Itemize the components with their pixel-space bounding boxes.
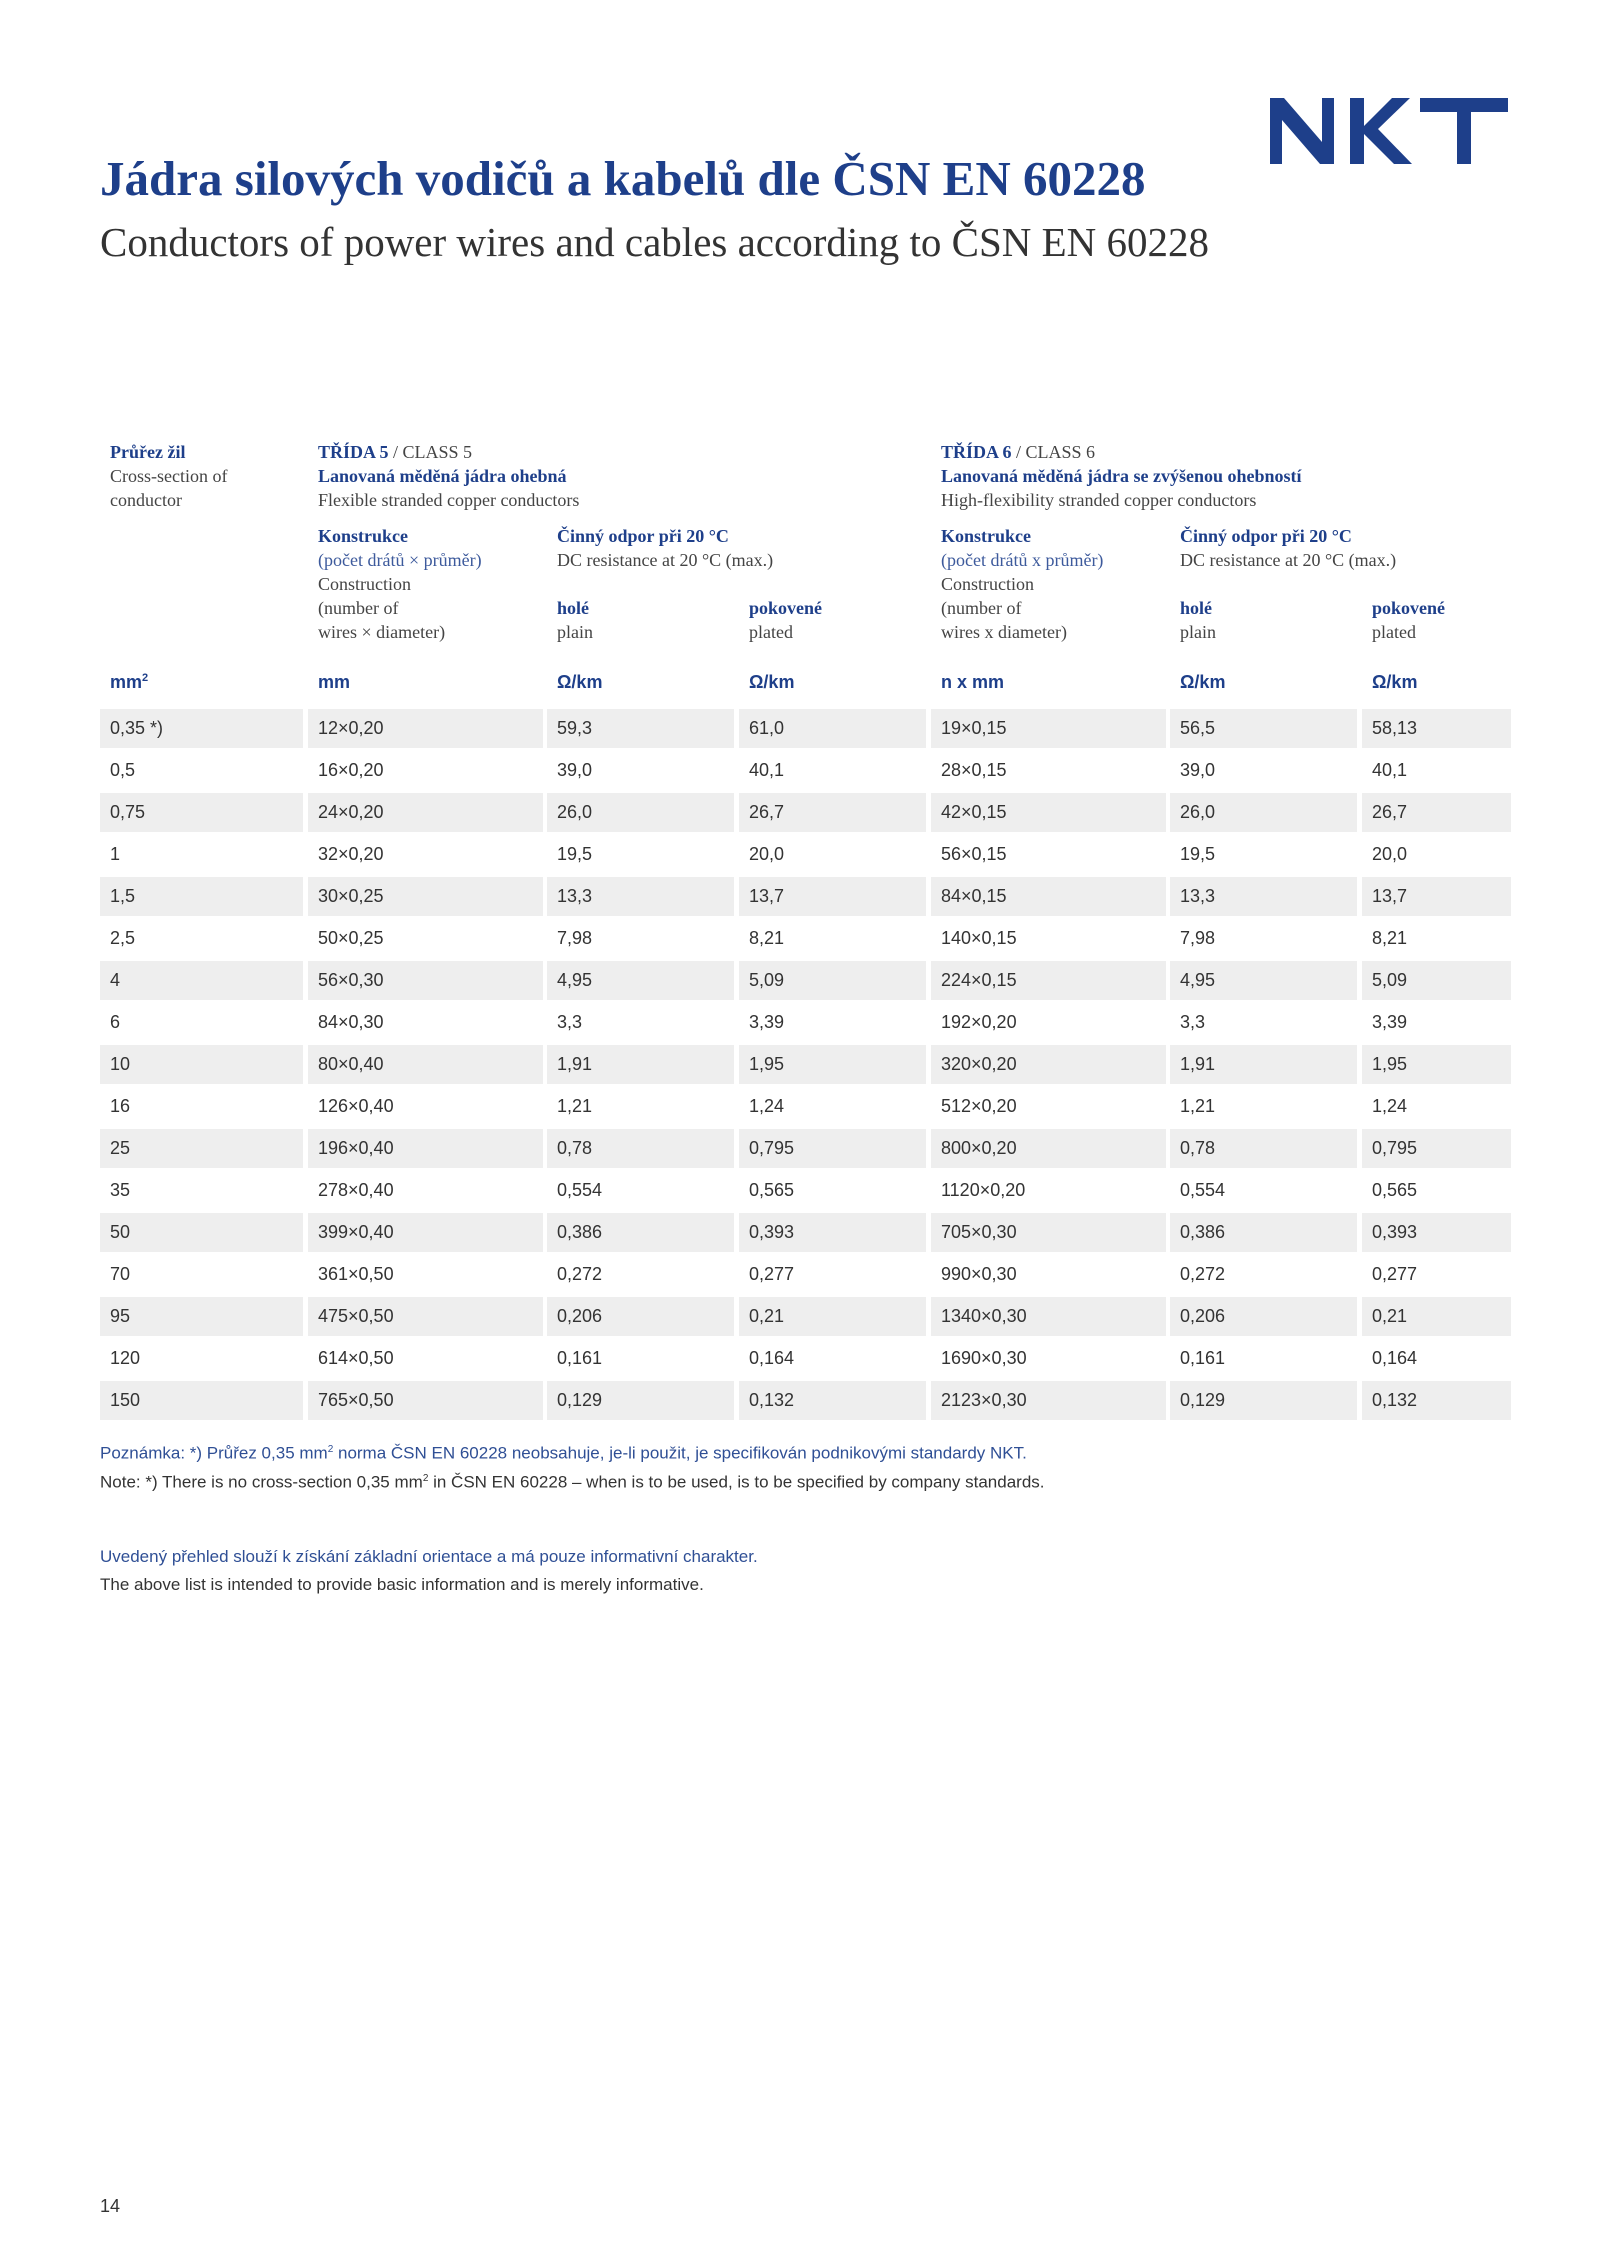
table-row	[0, 1381, 1600, 1423]
unit-c6-plated: Ω/km	[1372, 672, 1418, 692]
header-class6-plated: pokovené plated	[1372, 598, 1446, 642]
cell-c6-plated: 0,795	[1362, 1129, 1511, 1168]
cell-c6-construction: 512×0,20	[941, 1096, 1017, 1116]
table-row	[0, 877, 1600, 919]
cell-c6-construction: 800×0,20	[931, 1129, 1166, 1168]
cell-c5-plain: 0,272	[557, 1264, 603, 1284]
cell-c6-plain: 1,21	[1180, 1096, 1216, 1116]
cell-c6-plated: 58,13	[1362, 709, 1511, 748]
cell-c5-construction: 399×0,40	[308, 1213, 543, 1252]
header-class5-resistance: Činný odpor při 20 °C DC resistance at 20 °C (max.)	[557, 526, 774, 570]
unit-c6-plain: Ω/km	[1180, 672, 1226, 692]
cell-c6-plain: 39,0	[1180, 760, 1216, 780]
table-row	[0, 1255, 1600, 1297]
cell-c5-plated: 0,164	[749, 1348, 795, 1368]
cell-c5-plain: 0,78	[547, 1129, 734, 1168]
cell-c5-plain: 19,5	[557, 844, 593, 864]
table-row	[0, 835, 1600, 877]
cell-c5-plated: 1,95	[739, 1045, 926, 1084]
header-class6: TŘÍDA 6 / CLASS 6 Lanovaná měděná jádra se zvýšenou ohebností High-flexibility stranded copper conductors	[941, 442, 1302, 510]
cell-c6-construction: 192×0,20	[941, 1012, 1017, 1032]
cell-c6-plated: 0,21	[1362, 1297, 1511, 1336]
cell-c5-plated: 61,0	[739, 709, 926, 748]
note-cs: Poznámka: *) Průřez 0,35 $mm^2$ norma ČSN EN 60228 neobsahuje, je-li použit, je specifikován podnikovými standardy NKT.	[100, 1443, 1027, 1463]
cell-c5-construction: 126×0,40	[318, 1096, 394, 1116]
cell-c6-plated: 13,7	[1362, 877, 1511, 916]
info-en: The above list is intended to provide basic information and is merely informative.	[100, 1575, 704, 1594]
unit-c5-plain: Ω/km	[557, 672, 603, 692]
cell-c6-construction: 990×0,30	[941, 1264, 1017, 1284]
cell-c5-construction: 84×0,30	[318, 1012, 384, 1032]
cell-c5-construction: 56×0,30	[308, 961, 543, 1000]
cell-c5-construction: 30×0,25	[308, 877, 543, 916]
cell-c5-plated: 3,39	[749, 1012, 785, 1032]
unit-c5-plated: Ω/km	[749, 672, 795, 692]
cell-c6-plain: 19,5	[1180, 844, 1216, 864]
cell-cross-section: 16	[110, 1096, 131, 1116]
cell-c5-construction: 16×0,20	[318, 760, 384, 780]
cell-c5-construction: 196×0,40	[308, 1129, 543, 1168]
cell-cross-section: 0,5	[110, 760, 136, 780]
cell-c6-plain: 0,554	[1180, 1180, 1226, 1200]
cell-c6-plated: 0,565	[1372, 1180, 1418, 1200]
cell-c5-plated: 0,277	[749, 1264, 795, 1284]
header-class6-resistance: Činný odpor při 20 °C DC resistance at 20 °C (max.)	[1180, 526, 1397, 570]
cell-c5-plain: 3,3	[557, 1012, 583, 1032]
cell-c5-plated: 26,7	[739, 793, 926, 832]
cell-cross-section: 0,35 *)	[100, 709, 303, 748]
cell-c6-construction: 19×0,15	[931, 709, 1166, 748]
cell-c5-plated: 13,7	[739, 877, 926, 916]
cell-c6-construction: 140×0,15	[941, 928, 1017, 948]
cell-c5-plated: 0,565	[749, 1180, 795, 1200]
cell-cross-section: 70	[110, 1264, 131, 1284]
cell-c5-plain: 4,95	[547, 961, 734, 1000]
cell-cross-section: 25	[100, 1129, 303, 1168]
cell-c5-plain: 0,129	[547, 1381, 734, 1420]
info-cs: Uvedený přehled slouží k získání základní orientace a má pouze informativní charakter.	[100, 1547, 758, 1566]
cell-c6-plated: 0,164	[1372, 1348, 1418, 1368]
cell-c5-construction: 80×0,40	[308, 1045, 543, 1084]
cell-c6-construction: 84×0,15	[931, 877, 1166, 916]
cell-c5-plated: 0,795	[739, 1129, 926, 1168]
table-row	[0, 751, 1600, 793]
header-class5-plain: holé plain	[557, 598, 593, 642]
cell-cross-section: 1	[110, 844, 121, 864]
cell-c5-construction: 24×0,20	[308, 793, 543, 832]
cell-cross-section: 150	[100, 1381, 303, 1420]
cell-c6-plain: 1,91	[1170, 1045, 1357, 1084]
cell-c6-plated: 0,393	[1362, 1213, 1511, 1252]
cell-cross-section: 10	[100, 1045, 303, 1084]
table-row	[0, 709, 1600, 751]
cell-c5-construction: 278×0,40	[318, 1180, 394, 1200]
cell-cross-section: 2,5	[110, 928, 136, 948]
cell-cross-section: 50	[100, 1213, 303, 1252]
note-en: Note: *) There is no cross-section 0,35 $mm^2$ in ČSN EN 60228 – when is to be used, is to be specified by company standards.	[100, 1472, 1045, 1492]
table-row	[0, 793, 1600, 835]
cell-c5-plain: 59,3	[547, 709, 734, 748]
cell-cross-section: 6	[110, 1012, 121, 1032]
page-title: Jádra silových vodičů a kabelů dle ČSN EN 60228	[100, 151, 1146, 206]
cell-c5-plated: 8,21	[749, 928, 785, 948]
cell-c6-plated: 20,0	[1372, 844, 1408, 864]
cell-c5-plain: 7,98	[557, 928, 593, 948]
cell-c6-plated: 0,277	[1372, 1264, 1418, 1284]
header-class5-plated: pokovené plated	[749, 598, 823, 642]
data-table	[0, 709, 1600, 1423]
cell-cross-section: 1,5	[100, 877, 303, 916]
cell-cross-section: 95	[100, 1297, 303, 1336]
cell-c6-plated: 1,95	[1362, 1045, 1511, 1084]
cell-c6-plain: 0,78	[1170, 1129, 1357, 1168]
cell-c6-plain: 0,386	[1170, 1213, 1357, 1252]
cell-c5-plated: 40,1	[749, 760, 785, 780]
unit-c5-construction: mm	[318, 672, 351, 692]
cell-c6-construction: 28×0,15	[941, 760, 1007, 780]
table-row	[0, 1003, 1600, 1045]
table-row	[0, 1213, 1600, 1255]
cell-c5-plain: 1,21	[557, 1096, 593, 1116]
cell-c5-plated: 0,132	[739, 1381, 926, 1420]
page-number: 14	[100, 2196, 121, 2216]
cell-c5-plated: 1,24	[749, 1096, 785, 1116]
table-row	[0, 1171, 1600, 1213]
cell-c5-plated: 0,393	[739, 1213, 926, 1252]
cell-c6-plain: 4,95	[1170, 961, 1357, 1000]
cell-c6-plated: 1,24	[1372, 1096, 1408, 1116]
cell-c5-construction: 32×0,20	[318, 844, 384, 864]
cell-cross-section: 4	[100, 961, 303, 1000]
cell-c6-plain: 26,0	[1170, 793, 1357, 832]
cell-c6-plain: 13,3	[1170, 877, 1357, 916]
nkt-logo	[1270, 98, 1508, 164]
cell-c5-construction: 475×0,50	[308, 1297, 543, 1336]
cell-c5-plain: 13,3	[547, 877, 734, 916]
header-cross-section: Průřez žil Cross-section of conductor	[110, 442, 228, 510]
cell-c5-plain: 0,386	[547, 1213, 734, 1252]
cell-c5-plain: 26,0	[547, 793, 734, 832]
table-row	[0, 961, 1600, 1003]
cell-c6-plated: 26,7	[1362, 793, 1511, 832]
cell-c6-plated: 0,132	[1362, 1381, 1511, 1420]
cell-c5-plain: 0,161	[557, 1348, 603, 1368]
cell-c5-plain: 1,91	[547, 1045, 734, 1084]
cell-c6-construction: 42×0,15	[931, 793, 1166, 832]
cell-c5-construction: 361×0,50	[318, 1264, 394, 1284]
cell-c5-plain: 0,206	[547, 1297, 734, 1336]
table-row	[0, 1297, 1600, 1339]
cell-c6-plain: 0,206	[1170, 1297, 1357, 1336]
table-row	[0, 1129, 1600, 1171]
cell-c6-construction: 705×0,30	[931, 1213, 1166, 1252]
cell-c6-construction: 1120×0,20	[941, 1180, 1026, 1200]
cell-c6-plain: 56,5	[1170, 709, 1357, 748]
cell-c5-plain: 39,0	[557, 760, 593, 780]
cell-c5-construction: 12×0,20	[308, 709, 543, 748]
cell-c6-construction: 1340×0,30	[931, 1297, 1166, 1336]
cell-c6-construction: 1690×0,30	[941, 1348, 1027, 1368]
header-class5-construction: Konstrukce (počet drátů × průměr) Construction (number of wires × diameter)	[318, 526, 482, 642]
cell-c6-plated: 3,39	[1372, 1012, 1408, 1032]
unit-c6-construction: n x mm	[941, 672, 1005, 692]
cell-c6-construction: 2123×0,30	[931, 1381, 1166, 1420]
cell-c6-plated: 5,09	[1362, 961, 1511, 1000]
table-row	[0, 1339, 1600, 1381]
cell-c5-plated: 0,21	[739, 1297, 926, 1336]
cell-c6-plated: 8,21	[1372, 928, 1408, 948]
table-row	[0, 1087, 1600, 1129]
cell-c6-plain: 3,3	[1180, 1012, 1206, 1032]
cell-c6-plain: 7,98	[1180, 928, 1216, 948]
cell-c6-plated: 40,1	[1372, 760, 1408, 780]
header-class6-plain: holé plain	[1180, 598, 1216, 642]
unit-section: $mm^2$	[110, 672, 149, 692]
table-row	[0, 1045, 1600, 1087]
table-row	[0, 919, 1600, 961]
cell-c6-construction: 56×0,15	[941, 844, 1007, 864]
header-class5: TŘÍDA 5 / CLASS 5 Lanovaná měděná jádra ohebná Flexible stranded copper conductors	[318, 442, 580, 510]
page-subtitle: Conductors of power wires and cables according to ČSN EN 60228	[100, 219, 1210, 265]
cell-c5-plated: 20,0	[749, 844, 785, 864]
cell-c6-construction: 320×0,20	[931, 1045, 1166, 1084]
cell-c5-construction: 614×0,50	[318, 1348, 394, 1368]
cell-c5-construction: 765×0,50	[308, 1381, 543, 1420]
cell-c5-plain: 0,554	[557, 1180, 603, 1200]
cell-c6-plain: 0,161	[1180, 1348, 1226, 1368]
cell-cross-section: 120	[110, 1348, 141, 1368]
cell-c5-plated: 5,09	[739, 961, 926, 1000]
cell-cross-section: 0,75	[100, 793, 303, 832]
cell-c6-construction: 224×0,15	[931, 961, 1166, 1000]
cell-c6-plain: 0,129	[1170, 1381, 1357, 1420]
header-class6-construction: Konstrukce (počet drátů x průměr) Construction (number of wires x diameter)	[941, 526, 1104, 642]
cell-cross-section: 35	[110, 1180, 131, 1200]
cell-c5-construction: 50×0,25	[318, 928, 384, 948]
cell-c6-plain: 0,272	[1180, 1264, 1226, 1284]
